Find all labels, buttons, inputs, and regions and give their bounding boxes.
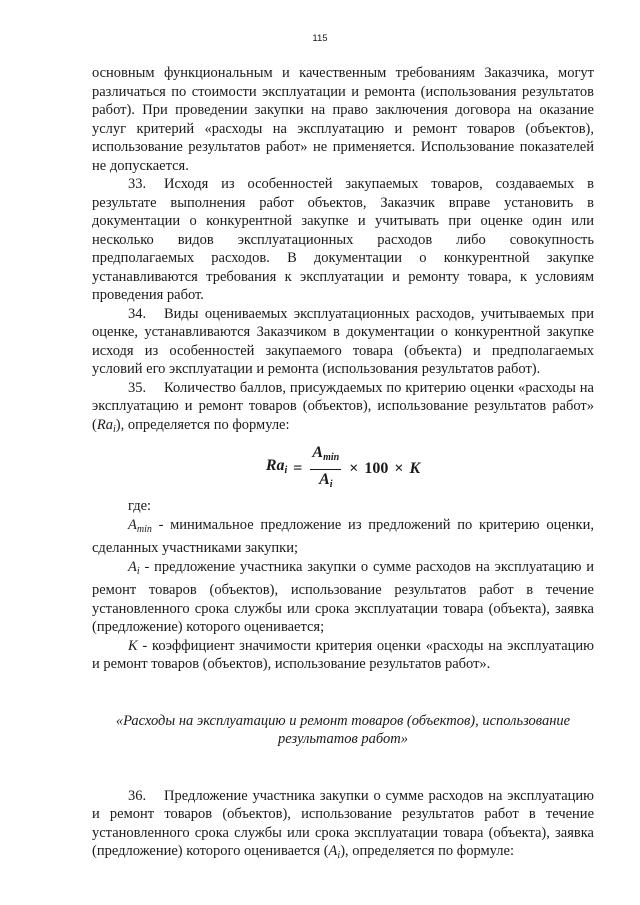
definition-amin-sub: min	[136, 523, 152, 535]
formula-denominator-var: A	[319, 470, 330, 488]
paragraph-intro: основным функциональным и качественным требованиям Заказчика, могут различаться по стоимости эксплуатации и ремонта (использования результатов работ). При проведении закупки на право заключения договора на оказание услуг критерий «расходы на эксплуатацию и ремонт товаров (объектов), использование результатов работ» не применяется. Использование показателей не допускается.	[92, 65, 594, 174]
formula-lhs-var: Ra	[265, 457, 285, 475]
definition-amin-var: A	[128, 516, 137, 533]
formula-numerator-sub: min	[323, 452, 340, 463]
formula-factor: 100	[364, 459, 389, 477]
paragraph-36-text-b: ), определяется по формуле:	[340, 843, 514, 859]
section-heading	[92, 712, 594, 749]
definition-ai-text: - предложение участника закупки о сумме расходов на эксплуатацию и ремонт товаров (объектов), использование результатов работ в течение установленного срока службы или срока эксплуатации товара (объекта), заявка (предложение) которого оценивается;	[92, 558, 594, 635]
formula-denominator	[319, 470, 332, 495]
paragraph-33	[92, 175, 594, 305]
paragraph-34-number: 34.	[128, 305, 147, 322]
formula-numerator-var: A	[312, 444, 324, 461]
definition-k	[92, 637, 594, 674]
page-number: 115	[312, 33, 328, 44]
paragraph-35-text-b: ), определяется по формуле:	[115, 416, 290, 433]
paragraph-35-number: 35.	[128, 379, 147, 396]
definition-amin-text: - минимальное предложение из предложений по критерию оценки, сделанных участниками закупки;	[92, 516, 594, 556]
paragraph-36	[92, 787, 594, 866]
formula-ra	[92, 445, 594, 493]
formula-k: K	[409, 459, 421, 477]
formula-fraction	[310, 444, 341, 494]
definition-ai-sub: i	[136, 565, 140, 577]
definition-amin	[92, 516, 594, 558]
definitions-intro: где:	[128, 498, 152, 514]
paragraph-35-subscript: i	[112, 423, 116, 435]
formula-equals: =	[293, 459, 303, 477]
paragraph-36-subscript: i	[337, 850, 341, 861]
formula-times-2: ×	[394, 459, 404, 477]
paragraph-36-number: 36.	[128, 787, 147, 804]
formula-lhs	[266, 457, 287, 481]
paragraph-33-number: 33.	[128, 176, 147, 192]
paragraph-35	[92, 379, 594, 440]
page-content	[92, 64, 594, 866]
definition-k-var: K	[128, 637, 138, 654]
section-heading-text: «Расходы на эксплуатацию и ремонт товаров (объектов), использование результатов работ»	[115, 712, 571, 747]
paragraph-36-text-a: Предложение участника закупки о сумме расходов на эксплуатацию и ремонт товаров (объектов), использование результатов работ в течение установленного срока службы или срока эксплуатации товара (объекта), заявка (предложение) которого оценивается (	[92, 787, 594, 859]
formula-lhs-sub: i	[284, 465, 288, 477]
paragraph-34-text: Виды оцениваемых эксплуатационных расходов, учитываемых при оценке, устанавливаются Заказчиком в документации о конкурентной закупке исходя из особенностей закупаемого товара (объекта) и предполагаемых условий его эксплуатации и ремонта (использования результатов работ).	[92, 305, 594, 377]
paragraph-35-variable: Ra	[96, 416, 113, 433]
paragraph-36-variable: A	[328, 843, 338, 859]
formula-numerator	[310, 444, 341, 470]
paragraph-33-text: Исходя из особенностей закупаемых товаров, создаваемых в результате выполнения работ объектов, Заказчик вправе установить в документации о конкурентной закупке и учитывать при оценке один или несколько видов эксплуатационных расходов либо совокупность предполагаемых расходов. В документации о конкурентной закупке устанавливаются требования к эксплуатации и ремонту товара, к условиям проведения работ.	[92, 176, 594, 303]
formula-times-1: ×	[349, 459, 359, 477]
paragraph-35-text-a: Количество баллов, присуждаемых по критерию оценки «расходы на эксплуатацию и ремонт товаров (объектов), использование результатов работ» (	[92, 379, 594, 433]
formula-denominator-sub: i	[329, 478, 333, 490]
definition-ai-var: A	[128, 558, 137, 575]
definition-ai	[92, 558, 594, 637]
paragraph-34	[92, 305, 594, 379]
definition-k-text: - коэффициент значимости критерия оценки «расходы на эксплуатацию и ремонт товаров (объектов), использование результатов работ».	[92, 637, 594, 672]
